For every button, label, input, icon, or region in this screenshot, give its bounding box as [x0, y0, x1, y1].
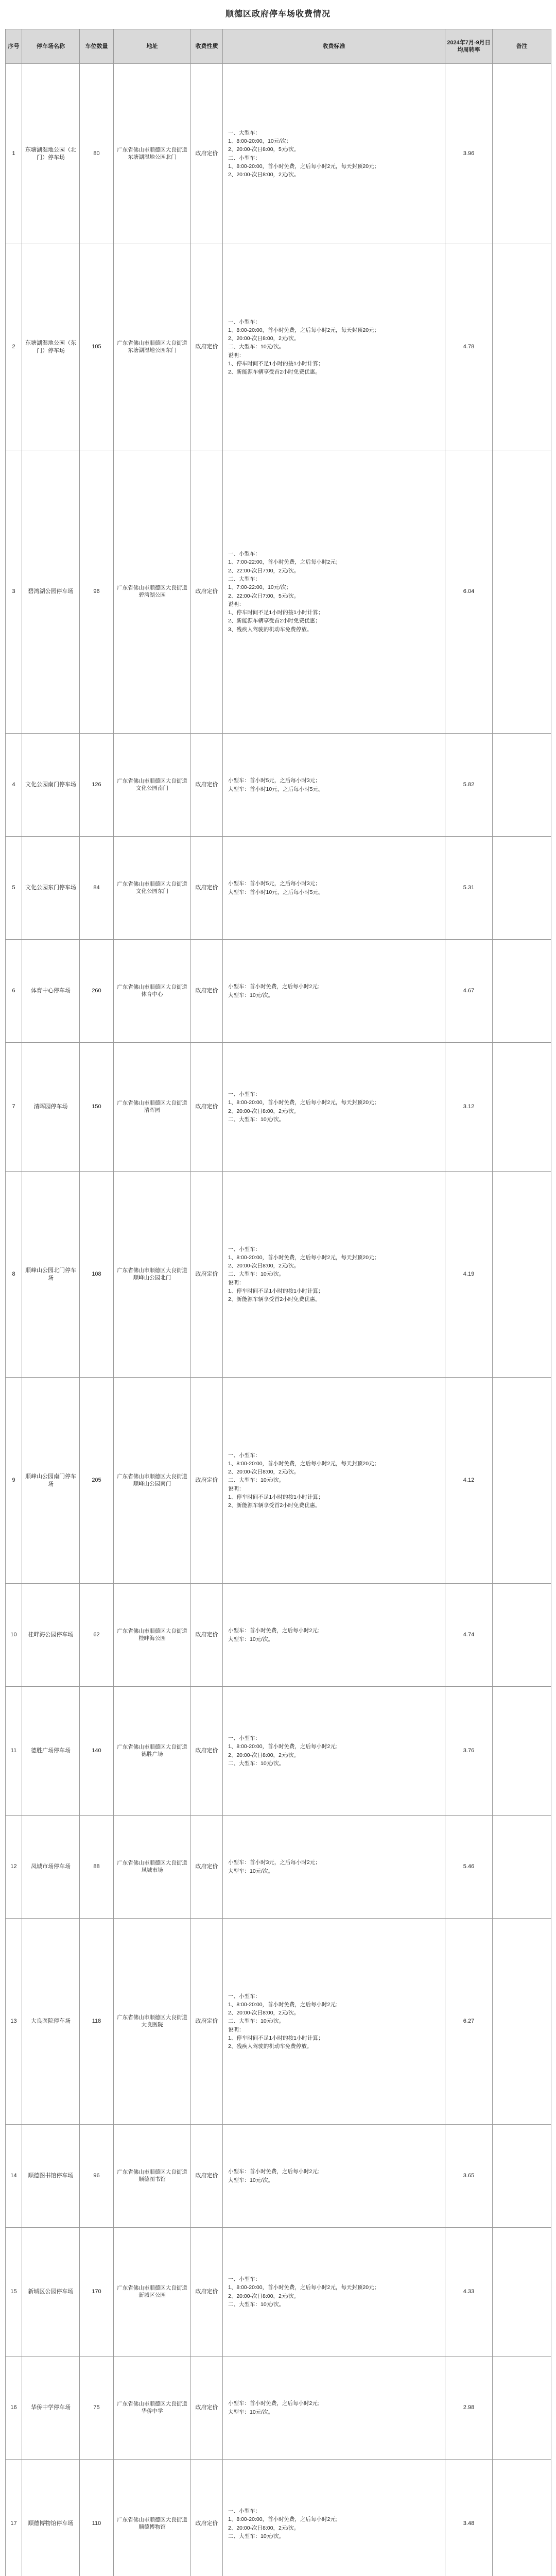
cell-no: 5	[6, 837, 22, 940]
cell-spaces: 105	[80, 244, 114, 450]
cell-spaces: 126	[80, 734, 114, 837]
cell-name: 华侨中学停车场	[22, 2357, 80, 2460]
cell-rate: 3.65	[445, 2125, 493, 2228]
cell-note	[493, 1816, 551, 1919]
table-row	[6, 450, 551, 734]
cell-rate: 5.82	[445, 734, 493, 837]
cell-rules: 一、小型车： 1、8:00-20:00，首小时免费，之后每小时2元，每天封顶20元； 2、20:00-次日8:00，2元/次。 二、大型车：10元/次。	[223, 2228, 445, 2357]
table-row	[6, 1584, 551, 1687]
cell-name: 清晖园停车场	[22, 1043, 80, 1172]
cell-no: 3	[6, 450, 22, 734]
cell-rate: 3.96	[445, 64, 493, 244]
cell-name: 新城区公园停车场	[22, 2228, 80, 2357]
cell-no: 7	[6, 1043, 22, 1172]
cell-address: 广东省佛山市顺德区大良街道文化公园南门	[114, 734, 191, 837]
cell-name: 东塘湖湿地公园（东门）停车场	[22, 244, 80, 450]
cell-note	[493, 837, 551, 940]
cell-no: 4	[6, 734, 22, 837]
cell-no: 10	[6, 1584, 22, 1687]
cell-type: 政府定价	[191, 1043, 223, 1172]
cell-name: 顺峰山公园北门停车场	[22, 1172, 80, 1378]
cell-type: 政府定价	[191, 2125, 223, 2228]
col-header-name: 停车场名称	[22, 29, 80, 64]
cell-no: 8	[6, 1172, 22, 1378]
cell-spaces: 140	[80, 1687, 114, 1816]
cell-rules: 小型车：首小时5元，之后每小时3元； 大型车：首小时10元，之后每小时5元。	[223, 837, 445, 940]
cell-rate: 3.48	[445, 2460, 493, 2576]
cell-rate: 4.19	[445, 1172, 493, 1378]
cell-type: 政府定价	[191, 1584, 223, 1687]
cell-name: 文化公园东门停车场	[22, 837, 80, 940]
cell-type: 政府定价	[191, 940, 223, 1043]
cell-name: 碧湾湖公园停车场	[22, 450, 80, 734]
cell-rules: 一、小型车： 1、8:00-20:00，首小时免费，之后每小时2元，每天封顶20元； 2、20:00-次日8:00，2元/次。 二、大型车：10元/次。 说明： 1、停车时间不足1小时的按1小时计算； 2、新能源车辆享受首2小时免费优惠。	[223, 1172, 445, 1378]
cell-address: 广东省佛山市顺德区大良街道文化公园东门	[114, 837, 191, 940]
cell-rules: 一、小型车： 1、8:00-20:00，首小时免费，之后每小时2元，每天封顶20元； 2、20:00-次日8:00，2元/次。 二、大型车：10元/次。	[223, 1043, 445, 1172]
cell-note	[493, 1687, 551, 1816]
cell-note	[493, 2460, 551, 2576]
cell-rules: 一、小型车： 1、8:00-20:00，首小时免费，之后每小时2元； 2、20:00-次日8:00，2元/次。 二、大型车：10元/次。	[223, 1687, 445, 1816]
cell-type: 政府定价	[191, 1919, 223, 2125]
cell-type: 政府定价	[191, 450, 223, 734]
cell-rate: 5.31	[445, 837, 493, 940]
cell-rules: 一、小型车： 1、7:00-22:00，首小时免费，之后每小时2元； 2、22:00-次日7:00，2元/次。 二、大型车： 1、7:00-22:00，10元/次； 2、22:00-次日7:00，5元/次。 说明： 1、停车时间不足1小时的按1小时计算； 2、新能源车辆享受首2小时免费优惠； 3、残疾人驾驶的机动车免费停放。	[223, 450, 445, 734]
cell-spaces: 260	[80, 940, 114, 1043]
cell-rules: 小型车：首小时免费，之后每小时2元； 大型车：10元/次。	[223, 940, 445, 1043]
cell-type: 政府定价	[191, 2228, 223, 2357]
cell-name: 体育中心停车场	[22, 940, 80, 1043]
cell-spaces: 88	[80, 1816, 114, 1919]
cell-no: 2	[6, 244, 22, 450]
col-header-type: 收费性质	[191, 29, 223, 64]
cell-spaces: 80	[80, 64, 114, 244]
cell-no: 14	[6, 2125, 22, 2228]
cell-rules: 小型车：首小时5元，之后每小时3元； 大型车：首小时10元，之后每小时5元。	[223, 734, 445, 837]
table-row	[6, 2460, 551, 2576]
cell-no: 15	[6, 2228, 22, 2357]
cell-address: 广东省佛山市顺德区大良街道东塘湖湿地公园北门	[114, 64, 191, 244]
table-row	[6, 734, 551, 837]
cell-no: 6	[6, 940, 22, 1043]
cell-type: 政府定价	[191, 1378, 223, 1584]
cell-address: 广东省佛山市顺德区大良街道顺峰山公园南门	[114, 1378, 191, 1584]
cell-no: 11	[6, 1687, 22, 1816]
cell-address: 广东省佛山市顺德区大良街道顺德博物馆	[114, 2460, 191, 2576]
cell-spaces: 150	[80, 1043, 114, 1172]
cell-rate: 4.12	[445, 1378, 493, 1584]
cell-rate: 4.33	[445, 2228, 493, 2357]
cell-note	[493, 1584, 551, 1687]
cell-name: 顺峰山公园南门停车场	[22, 1378, 80, 1584]
cell-rate: 2.98	[445, 2357, 493, 2460]
cell-rate: 4.67	[445, 940, 493, 1043]
cell-address: 广东省佛山市顺德区大良街道顺峰山公园北门	[114, 1172, 191, 1378]
col-header-note: 备注	[493, 29, 551, 64]
cell-name: 大良医院停车场	[22, 1919, 80, 2125]
cell-note	[493, 1378, 551, 1584]
cell-type: 政府定价	[191, 1816, 223, 1919]
cell-spaces: 96	[80, 2125, 114, 2228]
cell-rules: 小型车：首小时免费，之后每小时2元； 大型车：10元/次。	[223, 1584, 445, 1687]
cell-spaces: 118	[80, 1919, 114, 2125]
cell-address: 广东省佛山市顺德区大良街道新城区公园	[114, 2228, 191, 2357]
cell-no: 12	[6, 1816, 22, 1919]
cell-address: 广东省佛山市顺德区大良街道德胜广场	[114, 1687, 191, 1816]
table-row	[6, 1172, 551, 1378]
cell-name: 德胜广场停车场	[22, 1687, 80, 1816]
cell-name: 顺德图书馆停车场	[22, 2125, 80, 2228]
cell-address: 广东省佛山市顺德区大良街道体育中心	[114, 940, 191, 1043]
cell-address: 广东省佛山市顺德区大良街道碧湾湖公园	[114, 450, 191, 734]
cell-address: 广东省佛山市顺德区大良街道凤城市场	[114, 1816, 191, 1919]
cell-rate: 5.46	[445, 1816, 493, 1919]
table-row	[6, 1816, 551, 1919]
cell-spaces: 62	[80, 1584, 114, 1687]
table-row	[6, 1378, 551, 1584]
table-row	[6, 1043, 551, 1172]
table-row	[6, 2228, 551, 2357]
cell-rules: 一、小型车： 1、8:00-20:00，首小时免费，之后每小时2元，每天封顶20元； 2、20:00-次日8:00，2元/次。 二、大型车：10元/次。 说明： 1、停车时间不足1小时的按1小时计算； 2、新能源车辆享受首2小时免费优惠。	[223, 244, 445, 450]
table-row	[6, 2357, 551, 2460]
cell-address: 广东省佛山市顺德区大良街道大良医院	[114, 1919, 191, 2125]
cell-rate: 4.74	[445, 1584, 493, 1687]
cell-spaces: 110	[80, 2460, 114, 2576]
cell-address: 广东省佛山市顺德区大良街道顺德图书馆	[114, 2125, 191, 2228]
cell-type: 政府定价	[191, 734, 223, 837]
table-row	[6, 1919, 551, 2125]
cell-no: 13	[6, 1919, 22, 2125]
cell-name: 文化公园南门停车场	[22, 734, 80, 837]
col-header-address: 地址	[114, 29, 191, 64]
cell-no: 16	[6, 2357, 22, 2460]
cell-spaces: 108	[80, 1172, 114, 1378]
cell-address: 广东省佛山市顺德区大良街道清晖园	[114, 1043, 191, 1172]
cell-rules: 一、小型车： 1、8:00-20:00，首小时免费，之后每小时2元，每天封顶20元； 2、20:00-次日8:00，2元/次。 二、大型车：10元/次。 说明： 1、停车时间不足1小时的按1小时计算； 2、新能源车辆享受首2小时免费优惠。	[223, 1378, 445, 1584]
cell-note	[493, 450, 551, 734]
cell-rules: 一、大型车： 1、8:00-20:00，10元/次； 2、20:00-次日8:00，5元/次。 二、小型车： 1、8:00-20:00，首小时免费，之后每小时2元，每天封顶20元； 2、20:00-次日8:00，2元/次。	[223, 64, 445, 244]
col-header-no: 序号	[6, 29, 22, 64]
col-header-rules: 收费标准	[223, 29, 445, 64]
cell-note	[493, 734, 551, 837]
table-row	[6, 1687, 551, 1816]
cell-address: 广东省佛山市顺德区大良街道桂畔海公园	[114, 1584, 191, 1687]
cell-name: 顺德博物馆停车场	[22, 2460, 80, 2576]
cell-type: 政府定价	[191, 1687, 223, 1816]
table-header-row	[6, 29, 551, 64]
cell-spaces: 205	[80, 1378, 114, 1584]
cell-rules: 小型车：首小时免费，之后每小时2元； 大型车：10元/次。	[223, 2125, 445, 2228]
table-body	[6, 64, 551, 2576]
cell-name: 东塘湖湿地公园（北门）停车场	[22, 64, 80, 244]
cell-rules: 小型车：首小时3元，之后每小时2元； 大型车：10元/次。	[223, 1816, 445, 1919]
cell-spaces: 170	[80, 2228, 114, 2357]
col-header-rate: 2024年7月-9月日均周转率	[445, 29, 493, 64]
parking-fee-table	[5, 29, 551, 2576]
cell-no: 9	[6, 1378, 22, 1584]
table-row	[6, 244, 551, 450]
cell-no: 1	[6, 64, 22, 244]
cell-type: 政府定价	[191, 1172, 223, 1378]
cell-note	[493, 2357, 551, 2460]
cell-rate: 6.04	[445, 450, 493, 734]
cell-name: 桂畔海公园停车场	[22, 1584, 80, 1687]
cell-type: 政府定价	[191, 2460, 223, 2576]
table-row	[6, 2125, 551, 2228]
cell-rules: 小型车：首小时免费，之后每小时2元； 大型车：10元/次。	[223, 2357, 445, 2460]
cell-note	[493, 1919, 551, 2125]
cell-name: 凤城市场停车场	[22, 1816, 80, 1919]
cell-type: 政府定价	[191, 837, 223, 940]
col-header-spaces: 车位数量	[80, 29, 114, 64]
cell-note	[493, 2125, 551, 2228]
cell-spaces: 84	[80, 837, 114, 940]
cell-spaces: 75	[80, 2357, 114, 2460]
cell-type: 政府定价	[191, 2357, 223, 2460]
cell-address: 广东省佛山市顺德区大良街道华侨中学	[114, 2357, 191, 2460]
table-row	[6, 64, 551, 244]
cell-type: 政府定价	[191, 64, 223, 244]
cell-note	[493, 940, 551, 1043]
cell-rules: 一、小型车： 1、8:00-20:00，首小时免费，之后每小时2元； 2、20:00-次日8:00，2元/次。 二、大型车：10元/次。	[223, 2460, 445, 2576]
page-title: 顺德区政府停车场收费情况	[225, 10, 331, 19]
cell-note	[493, 1043, 551, 1172]
table-row	[6, 837, 551, 940]
cell-spaces: 96	[80, 450, 114, 734]
cell-rate: 3.12	[445, 1043, 493, 1172]
cell-note	[493, 244, 551, 450]
cell-type: 政府定价	[191, 244, 223, 450]
cell-note	[493, 64, 551, 244]
table-row	[6, 940, 551, 1043]
cell-rate: 3.76	[445, 1687, 493, 1816]
cell-rules: 一、小型车： 1、8:00-20:00，首小时免费，之后每小时2元； 2、20:00-次日8:00，2元/次。 二、大型车：10元/次。 说明： 1、停车时间不足1小时的按1小时计算； 2、残疾人驾驶的机动车免费停放。	[223, 1919, 445, 2125]
cell-address: 广东省佛山市顺德区大良街道东塘湖湿地公园东门	[114, 244, 191, 450]
cell-rate: 6.27	[445, 1919, 493, 2125]
cell-note	[493, 2228, 551, 2357]
cell-rate: 4.78	[445, 244, 493, 450]
cell-no: 17	[6, 2460, 22, 2576]
cell-note	[493, 1172, 551, 1378]
